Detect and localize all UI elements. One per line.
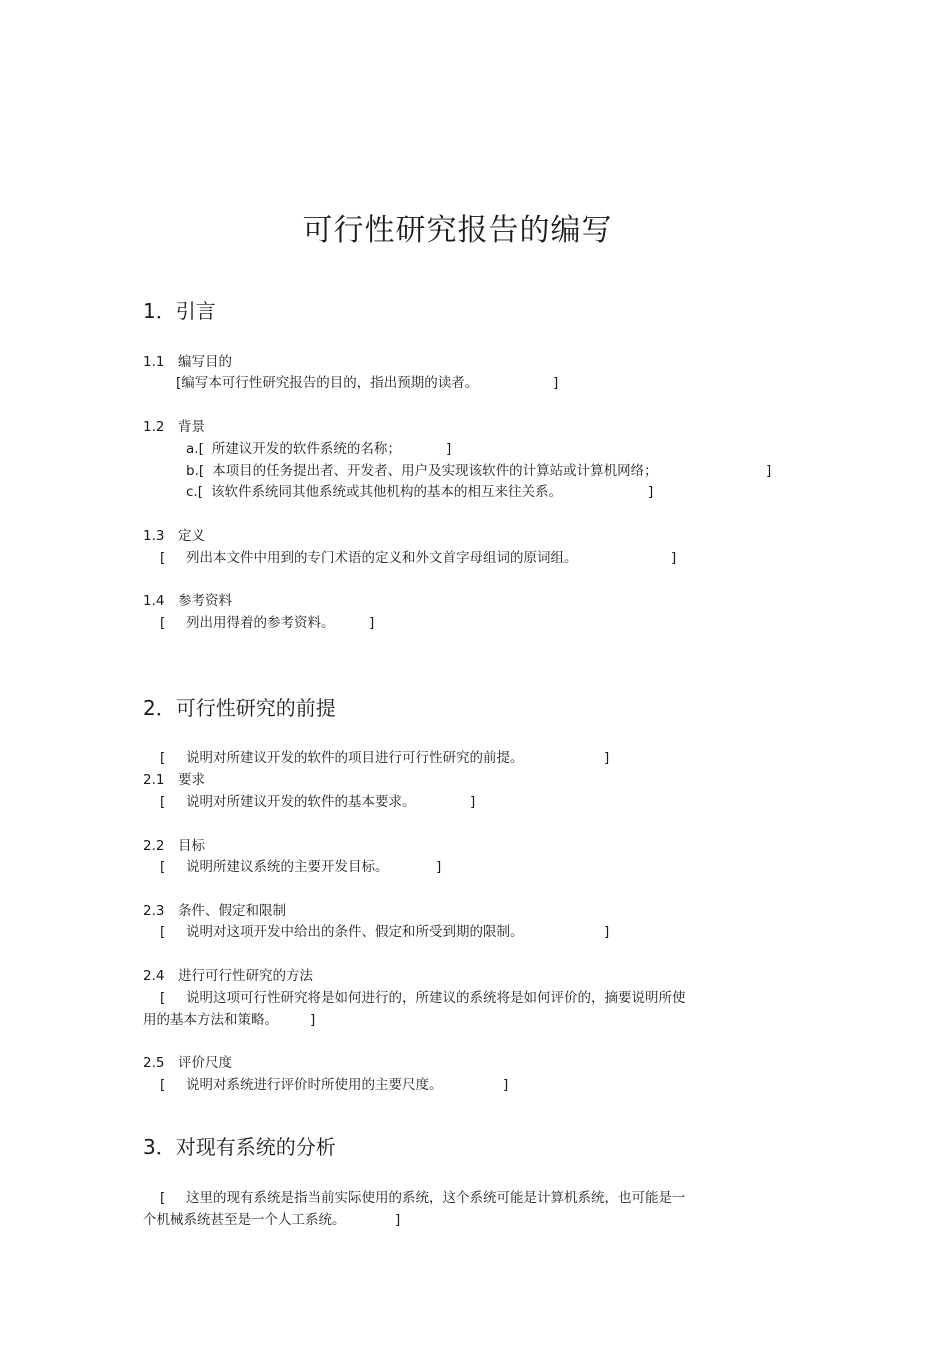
close-bracket: ]: [436, 859, 442, 875]
open-bracket: [: [160, 550, 166, 566]
close-bracket: ]: [446, 441, 452, 457]
section-number: 1.4: [143, 593, 165, 609]
close-bracket: ]: [470, 794, 476, 810]
section-2-3-header: [143, 902, 286, 920]
open-bracket: [: [160, 615, 166, 631]
section-1-heading: 1．引言: [143, 299, 216, 323]
section-1-2-header: [143, 418, 205, 436]
section-2-2-header: [143, 837, 205, 855]
open-bracket: [: [160, 750, 166, 766]
item-text: 该软件系统同其他系统或其他机构的基本的相互来往关系。: [210, 484, 562, 500]
section-1-1-body: [176, 374, 478, 392]
section-title: 要求: [178, 772, 205, 788]
close-bracket: ]: [604, 924, 610, 940]
section-title: 条件、假定和限制: [178, 903, 286, 919]
close-bracket: ]: [604, 750, 610, 766]
section-2-5-header: [143, 1054, 232, 1072]
item-marker: b.[: [186, 463, 205, 479]
item-text: 所建议开发的软件系统的名称；: [211, 441, 401, 457]
close-bracket: ]: [310, 1012, 316, 1028]
section-title: 编写目的: [178, 354, 232, 370]
section-number: 2.5: [143, 1055, 165, 1071]
document-title: 可行性研究报告的编写: [302, 213, 613, 248]
open-bracket: [: [160, 990, 166, 1006]
open-bracket: [: [160, 859, 166, 875]
open-bracket: [: [160, 1077, 166, 1093]
item-marker: c.[: [186, 484, 203, 500]
section-number: 2.4: [143, 968, 165, 984]
close-bracket: ]: [671, 550, 677, 566]
open-bracket: [: [160, 794, 166, 810]
section-1-4-body: 列出用得着的参考资料。: [186, 615, 335, 631]
section-number: 2.2: [143, 838, 165, 854]
item-marker: a.[: [186, 441, 204, 457]
item-a: [186, 440, 401, 458]
section-2-1-header: [143, 771, 205, 789]
section-number: 1.1: [143, 354, 165, 370]
section-title: 定义: [178, 528, 205, 544]
close-bracket: ]: [369, 615, 375, 631]
open-bracket: [: [160, 924, 166, 940]
section-1-4-header: [143, 592, 232, 610]
section-1-1-header: [143, 353, 232, 371]
section-number: 2.1: [143, 772, 165, 788]
section-title: 背景: [178, 419, 205, 435]
open-bracket: [: [176, 375, 182, 391]
section-title: 进行可行性研究的方法: [178, 968, 313, 984]
section-2-4-body-line2: 用的基本方法和策略。: [143, 1012, 278, 1028]
close-bracket: ]: [395, 1212, 401, 1228]
body-text: 编写本可行性研究报告的目的，指出预期的读者。: [181, 375, 479, 391]
item-c: [186, 483, 562, 501]
section-title: 评价尺度: [178, 1055, 232, 1071]
section-title: 参考资料: [178, 593, 232, 609]
item-b: [186, 462, 658, 480]
section-3-heading: 3．对现有系统的分析: [143, 1135, 336, 1159]
close-bracket: ]: [553, 375, 559, 391]
section-3-body-line2: 个机械系统甚至是一个人工系统。: [143, 1212, 346, 1228]
section-2-2-body: 说明所建议系统的主要开发目标。: [186, 859, 389, 875]
section-number: 1.3: [143, 528, 165, 544]
section-1-3-body: 列出本文件中用到的专门术语的定义和外文首字母组词的原词组。: [186, 550, 578, 566]
section-2-3-body: 说明对这项开发中给出的条件、假定和所受到期的限制。: [186, 924, 524, 940]
section-2-1-body: 说明对所建议开发的软件的基本要求。: [186, 794, 416, 810]
close-bracket: ]: [766, 463, 772, 479]
section-number: 2.3: [143, 903, 165, 919]
close-bracket: ]: [648, 484, 654, 500]
section-1-3-header: [143, 527, 205, 545]
section-2-4-body-line1: 说明这项可行性研究将是如何进行的，所建议的系统将是如何评价的，摘要说明所使: [186, 990, 686, 1006]
section-2-intro: 说明对所建议开发的软件的项目进行可行性研究的前提。: [186, 750, 524, 766]
section-number: 1.2: [143, 419, 165, 435]
section-3-body-line1: 这里的现有系统是指当前实际使用的系统，这个系统可能是计算机系统，也可能是一: [186, 1190, 686, 1206]
section-2-heading: 2．可行性研究的前提: [143, 696, 336, 720]
item-text: 本项目的任务提出者、开发者、用户及实现该软件的计算站或计算机网络；: [212, 463, 658, 479]
close-bracket: ]: [503, 1077, 509, 1093]
open-bracket: [: [160, 1190, 166, 1206]
section-2-5-body: 说明对系统进行评价时所使用的主要尺度。: [186, 1077, 443, 1093]
section-title: 目标: [178, 838, 205, 854]
section-2-4-header: [143, 967, 313, 985]
